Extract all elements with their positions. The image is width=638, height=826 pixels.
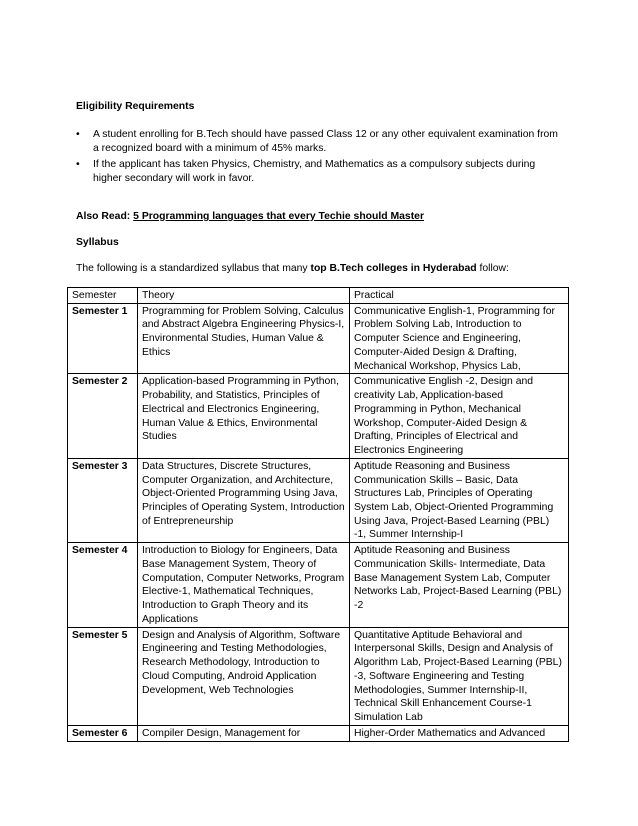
list-item-text: A student enrolling for B.Tech should have passed Class 12 or any other equivalent examination from a recognized board with a minimum of 45% marks. — [93, 129, 558, 154]
practical-cell: Quantitative Aptitude Behavioral and Interpersonal Skills, Design and Analysis of Algorithm Lab, Project-Based Learning (PBL) -3, Software Engineering and Testing Methodologies, Summer Internship-II, Technical Skill Enhancement Course-1 Simulation Lab — [350, 627, 569, 725]
table-row — [68, 303, 569, 374]
table-row — [68, 543, 569, 627]
syllabus-table — [67, 287, 569, 742]
theory-cell: Compiler Design, Management for — [138, 725, 350, 741]
syllabus-intro-end: follow: — [476, 263, 509, 274]
list-item — [76, 128, 566, 155]
practical-cell: Communicative English-1, Programming for Problem Solving Lab, Introduction to Computer Science and Engineering, Computer-Aided Design & Drafting, Mechanical Workshop, Physics Lab, — [350, 303, 569, 374]
bullet-icon: • — [76, 129, 80, 140]
bullet-icon: • — [76, 159, 80, 171]
table-row — [68, 627, 569, 725]
semester-cell: Semester 6 — [68, 725, 138, 741]
table-row — [68, 458, 569, 542]
also-read-prefix: Also Read: — [76, 211, 134, 222]
header-theory: Theory — [138, 288, 350, 304]
table-row — [68, 374, 569, 458]
theory-cell: Application-based Programming in Python, Probability, and Statistics, Principles of Electrical and Electronics Engineering, Human Value & Ethics, Environmental Studies — [138, 374, 350, 458]
list-item-text: If the applicant has taken Physics, Chemistry, and Mathematics as a compulsory subjects during higher secondary will work in favor. — [93, 159, 536, 185]
semester-cell: Semester 1 — [68, 303, 138, 374]
syllabus-intro-bold: top B.Tech colleges in Hyderabad — [310, 263, 477, 274]
table-row — [68, 725, 569, 741]
header-practical: Practical — [350, 288, 569, 304]
theory-cell: Introduction to Biology for Engineers, Data Base Management System, Theory of Computation, Computer Networks, Program Elective-1, Mathematical Techniques, Introduction to Graph Theory and its Applications — [138, 543, 350, 627]
theory-cell: Design and Analysis of Algorithm, Software Engineering and Testing Methodologies, Research Methodology, Introduction to Cloud Computing, Android Application Development, Web Technologies — [138, 627, 350, 725]
practical-cell: Communicative English -2, Design and creativity Lab, Application-based Programming in Python, Mechanical Workshop, Computer-Aided Design & Drafting, Principles of Electrical and Electronics Engineering — [350, 374, 569, 458]
eligibility-heading: Eligibility Requirements — [76, 101, 195, 112]
practical-cell: Higher-Order Mathematics and Advanced — [350, 725, 569, 741]
practical-cell: Aptitude Reasoning and Business Communication Skills – Basic, Data Structures Lab, Principles of Operating System Lab, Object-Oriented Programming Using Java, Project-Based Learning (PBL) -1, Summer Internship-I — [350, 458, 569, 542]
semester-cell: Semester 4 — [68, 543, 138, 627]
header-semester: Semester — [68, 288, 138, 304]
practical-cell: Aptitude Reasoning and Business Communication Skills- Intermediate, Data Base Management System Lab, Computer Networks Lab, Project-Based Learning (PBL) -2 — [350, 543, 569, 627]
theory-cell: Programming for Problem Solving, Calculus and Abstract Algebra Engineering Physics-I, Environmental Studies, Human Value & Ethics — [138, 303, 350, 374]
theory-cell: Data Structures, Discrete Structures, Computer Organization, and Architecture, Object-Oriented Programming Using Java, Principles of Operating System, Introduction of Entrepreneurship — [138, 458, 350, 542]
also-read-link[interactable]: 5 Programming languages that every Techie should Master — [133, 211, 424, 222]
syllabus-intro — [76, 262, 509, 276]
semester-cell: Semester 3 — [68, 458, 138, 542]
semester-cell: Semester 2 — [68, 374, 138, 458]
table-header-row — [68, 288, 569, 304]
list-item — [76, 158, 566, 185]
syllabus-heading: Syllabus — [76, 237, 119, 248]
eligibility-list — [76, 128, 566, 189]
also-read-line — [76, 210, 424, 224]
semester-cell: Semester 5 — [68, 627, 138, 725]
syllabus-intro-text: The following is a standardized syllabus that many — [76, 263, 311, 274]
